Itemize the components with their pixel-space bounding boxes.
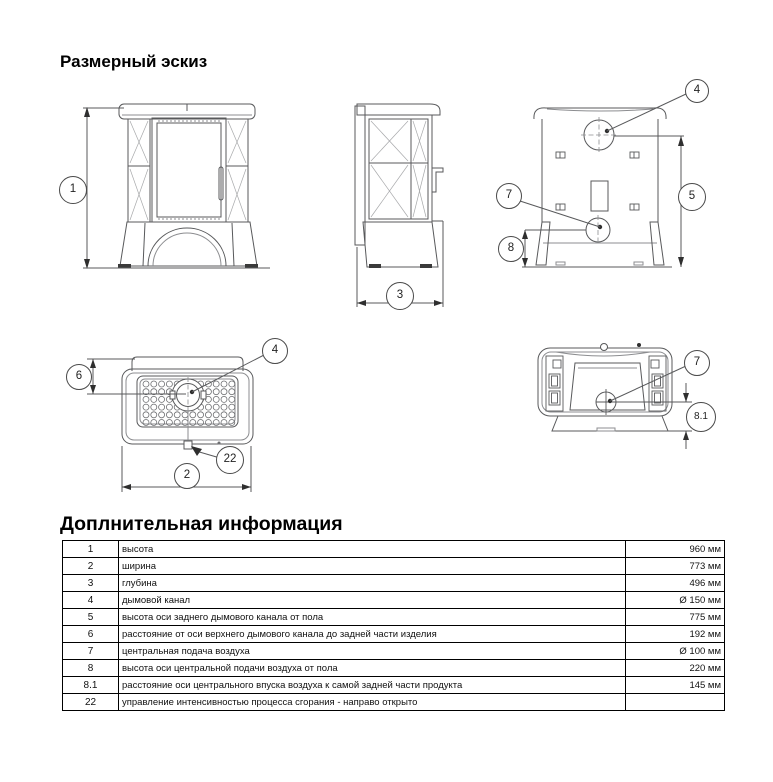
callout-depth: 3 xyxy=(386,282,414,310)
table-row xyxy=(63,677,725,694)
row-value: 220 мм xyxy=(626,660,725,677)
callout-flue-back: 4 xyxy=(685,79,709,103)
row-value: 192 мм xyxy=(626,626,725,643)
callout-flue-height: 5 xyxy=(678,183,706,211)
row-description: высота оси центральной подачи воздуха от пола xyxy=(119,660,626,677)
row-value: Ø 150 мм xyxy=(626,592,725,609)
row-number: 22 xyxy=(63,694,119,711)
row-description: высота xyxy=(119,541,626,558)
callout-flue-top: 4 xyxy=(262,338,288,364)
row-number: 3 xyxy=(63,575,119,592)
row-value: 145 мм xyxy=(626,677,725,694)
row-number: 8 xyxy=(63,660,119,677)
row-number: 8.1 xyxy=(63,677,119,694)
row-description: управление интенсивностью процесса сгорания - направо открыто xyxy=(119,694,626,711)
table-row xyxy=(63,694,725,711)
row-number: 1 xyxy=(63,541,119,558)
front-view-drawing xyxy=(83,104,270,269)
row-description: высота оси заднего дымового канала от пола xyxy=(119,609,626,626)
callout-flue-offset: 6 xyxy=(66,364,92,390)
back-view-drawing xyxy=(520,94,686,267)
table-row xyxy=(63,575,725,592)
row-description: расстояние от оси верхнего дымового канала до задней части изделия xyxy=(119,626,626,643)
table-row xyxy=(63,660,725,677)
section-title: Доплнительная информация xyxy=(60,513,343,535)
row-description: глубина xyxy=(119,575,626,592)
row-number: 6 xyxy=(63,626,119,643)
row-description: дымовой канал xyxy=(119,592,626,609)
table-row xyxy=(63,609,725,626)
row-description: ширина xyxy=(119,558,626,575)
table-row xyxy=(63,541,725,558)
callout-width: 2 xyxy=(174,463,200,489)
table-row xyxy=(63,592,725,609)
info-table xyxy=(62,540,725,711)
row-number: 2 xyxy=(63,558,119,575)
row-value: Ø 100 мм xyxy=(626,643,725,660)
row-number: 7 xyxy=(63,643,119,660)
bottom-view-drawing xyxy=(538,343,692,449)
callout-air-offset: 8.1 xyxy=(686,402,716,432)
side-view-drawing xyxy=(355,104,443,307)
row-description: центральная подача воздуха xyxy=(119,643,626,660)
info-table-body xyxy=(63,541,725,711)
table-row xyxy=(63,558,725,575)
row-number: 4 xyxy=(63,592,119,609)
row-value: 775 мм xyxy=(626,609,725,626)
page-title: Размерный эскиз xyxy=(60,52,208,71)
callout-control: 22 xyxy=(216,446,244,474)
row-description: расстояние оси центрального впуска воздуха к самой задней части продукта xyxy=(119,677,626,694)
row-value: 773 мм xyxy=(626,558,725,575)
row-value: 496 мм xyxy=(626,575,725,592)
row-number: 5 xyxy=(63,609,119,626)
callout-air-bottom: 7 xyxy=(684,350,710,376)
callout-height: 1 xyxy=(59,176,87,204)
row-value xyxy=(626,694,725,711)
row-value: 960 мм xyxy=(626,541,725,558)
table-row xyxy=(63,643,725,660)
table-row xyxy=(63,626,725,643)
callout-air-height: 8 xyxy=(498,236,524,262)
callout-air-back: 7 xyxy=(496,183,522,209)
